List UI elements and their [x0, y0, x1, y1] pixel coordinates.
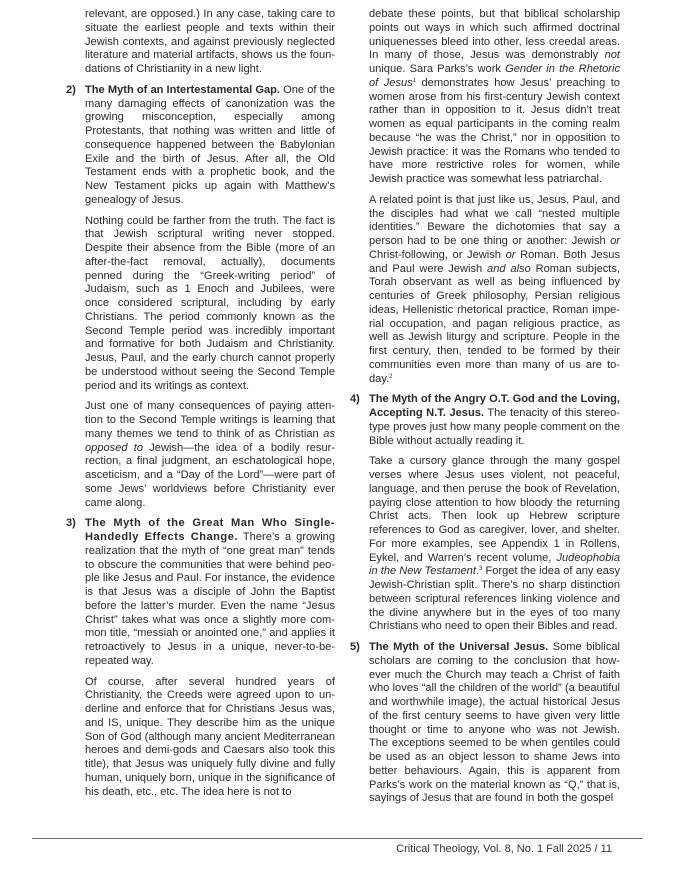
text-run: Just one of many consequences of paying attention to the Second Temple writings is learning that many themes we tend to think of as Christian [85, 400, 335, 440]
text-run: A related point is that just like us, Jesus, Paul, and the disciples had what we call “nested multiple identities.” Beware the dichotomies that say a person had to be one thing or another: Jewish [369, 193, 620, 247]
italic-run: or [505, 248, 516, 261]
text-run: unique. Sara Parks’s work [369, 63, 506, 75]
paragraph-creeds: Of course, after several hundred years of Christianity, the Creeds were agreed upon to underline and enforce that for Christians Jesus was, and IS, unique. They describe him as the unique Son of God (although many ancient Mediterranean heroes and demi-gods and Caesars also took this title), that Jesus was uniquely fully divine and fully human, uniquely born, unique in the significance of his death, etc., etc. The idea here is not to [85, 675, 335, 798]
paragraph-continuation: relevant, are opposed.) In any case, taking care to situate the earliest people and texts within their Jewish contexts, and against previously neglected literature and material artifacts, shows us the foundations of Christianity in a new light. [85, 8, 335, 75]
text-run: Roman subjects, Torah observant as well as being influenced by centuries of Greek philosophy, Persian religious ideas, Hellenistic rhetorical practice, Roman imperial occupation, and pagan religious practice, as well as Jewish liturgy and scripture. People in the first century, then, tended to be formed by their communities even more than many of us are today. [369, 262, 620, 385]
paragraph-second-temple-consequences [66, 400, 335, 510]
footnote-ref-3[interactable]: 3 [479, 566, 483, 573]
paragraph-cursory-glance [350, 455, 620, 634]
text-run: debate these points, but that biblical scholarship points out ways in which such affirmed doctrinal uniquenesses bleed into other, less creedal areas. In many of those, Jesus was demonstrably [369, 8, 620, 62]
paragraph-nothing-farther: Nothing could be farther from the truth. The fact is that Jewish scriptural writing never stopped. Despite their absence from the Bible (more of an after-the-fact removal, actually), documents penned during the “Greek-writing period” of Judaism, such as 1 Enoch and Jubilees, were once considered scriptural, including by early Christians. The period commonly known as the Second Temple period was incredibly important and formative for both Judaism and Christianity. Jesus, Paul, and the early church cannot properly be understood without seeing the Second Temple period and its writings as context. [85, 214, 335, 392]
left-column [66, 8, 335, 806]
list-item-heading: The Myth of the Great Man Who Single-Handedly Effects Change. [85, 517, 335, 543]
list-item-heading: The Myth of the Angry O.T. God and the Loving, Accepting N.T. Jesus. [369, 393, 620, 419]
list-item-text: The tenacity of this stereotype proves just how many people comment on the Bible without actually reading it. [369, 407, 620, 447]
text-run: . [475, 565, 480, 578]
list-number: 4) [350, 393, 360, 406]
list-number: 3) [66, 517, 76, 530]
list-item-5 [350, 641, 620, 806]
paragraph-nested-identities [350, 194, 620, 387]
text-run: Christ-following, or Jewish [369, 248, 506, 261]
text-run: Take a cursory glance through the many gospel verses where Jesus uses violent, not peaceful, language, and then peruse the book of Revelation, paying close attention to how bloody the returning Christ acts. Then look up Hebrew scripture references to God as caregiver, lover, and shelter. For more examples, see Appendix 1 in Rollens, Eykel, and Warren’s recent volume, [369, 455, 620, 564]
list-number: 5) [350, 641, 360, 653]
list-item-4 [350, 393, 620, 448]
list-item-text: Some biblical scholars are coming to the conclusion that however much the Church may teach a Christ of faith who loves “all the children of the world” (a beautiful and worthwhile image), the actual historical Jesus of the first century seems to have given very little thought or time to anyone who was not Jewish. The exceptions seemed to be when gentiles could be used as an object lesson to shame Jews into better behaviours. Again, this is apparent from Parks’s work on the material known as “Q,” that is, sayings of Jesus that are found in both the gospel [369, 641, 621, 805]
text-run: demonstrates how Jesus’ preaching to women arose from his first-century Jewish context rather than in opposition to it. Jesus didn’t treat women as equal participants in the coming realm because “he was the Christ,” nor in opposition to Jewish practice: it was the Romans who tended to have more restrictive roles for women, while Jewish practice was somewhat less patriarchal. [369, 76, 620, 185]
list-number: 2) [66, 83, 76, 96]
list-item-3 [66, 517, 335, 668]
text-run: Roman. Both Jesus and Paul were Jewish [369, 248, 620, 275]
footnote-ref-2[interactable]: 2 [389, 373, 393, 380]
book-title: Judeophobia in the New Testament [369, 551, 620, 578]
running-footer: Critical Theology, Vol. 8, No. 1 Fall 2025 / 11 [396, 843, 612, 855]
right-column [350, 8, 620, 813]
list-item-text: One of the many damaging effects of canonization was the growing misconception, especially among Protestants, that nothing was written and little of consequence happened between the Babylonian Exile and the birth of Jesus. After all, the Old Testament ends with a prophetic book, and the New Testament picks up again with Matthew’s genealogy of Jesus. [85, 83, 335, 206]
list-item-heading: The Myth of the Universal Jesus. [369, 641, 549, 653]
italic-run: not [604, 49, 620, 62]
italic-run: and also [487, 262, 531, 275]
text-run: Jewish—the idea of a bodily resurrection, a final judgment, an eschatological hope, asceticism, and a “Day of the Lord”—were part of some Jews’ worldviews before Christianity ever came along. [85, 441, 336, 509]
italic-run: or [610, 235, 620, 247]
list-item-text: There’s a growing realization that the myth of “one great man” tends to obscure the communities that were behind people like Jesus and Paul. For instance, the evidence is that Jesus was a disciple of John the Baptist before the latter’s murder. Even the name “Jesus Christ” takes what was once a slightly more common title, “messiah or anointed one,” and applies it retroactively to Jesus in a unique, never-to-be-repeated way. [85, 531, 335, 667]
footnote-ref-1[interactable]: 1 [412, 77, 417, 84]
italic-run: as opposed to [85, 427, 335, 454]
list-item-heading: The Myth of an Intertestamental Gap. [85, 83, 280, 96]
book-title: Gender in the Rhetoric of Jesus [369, 63, 620, 89]
text-run: Forget the idea of any easy Jewish-Christian split. There’s no sharp distinction between scriptural references linking violence and the divine anywhere but in the eyes of too many Christians who need to open their Bibles and read. [369, 565, 620, 633]
footer-divider [32, 838, 643, 839]
list-item-2 [66, 84, 335, 208]
paragraph-debate [350, 8, 620, 187]
